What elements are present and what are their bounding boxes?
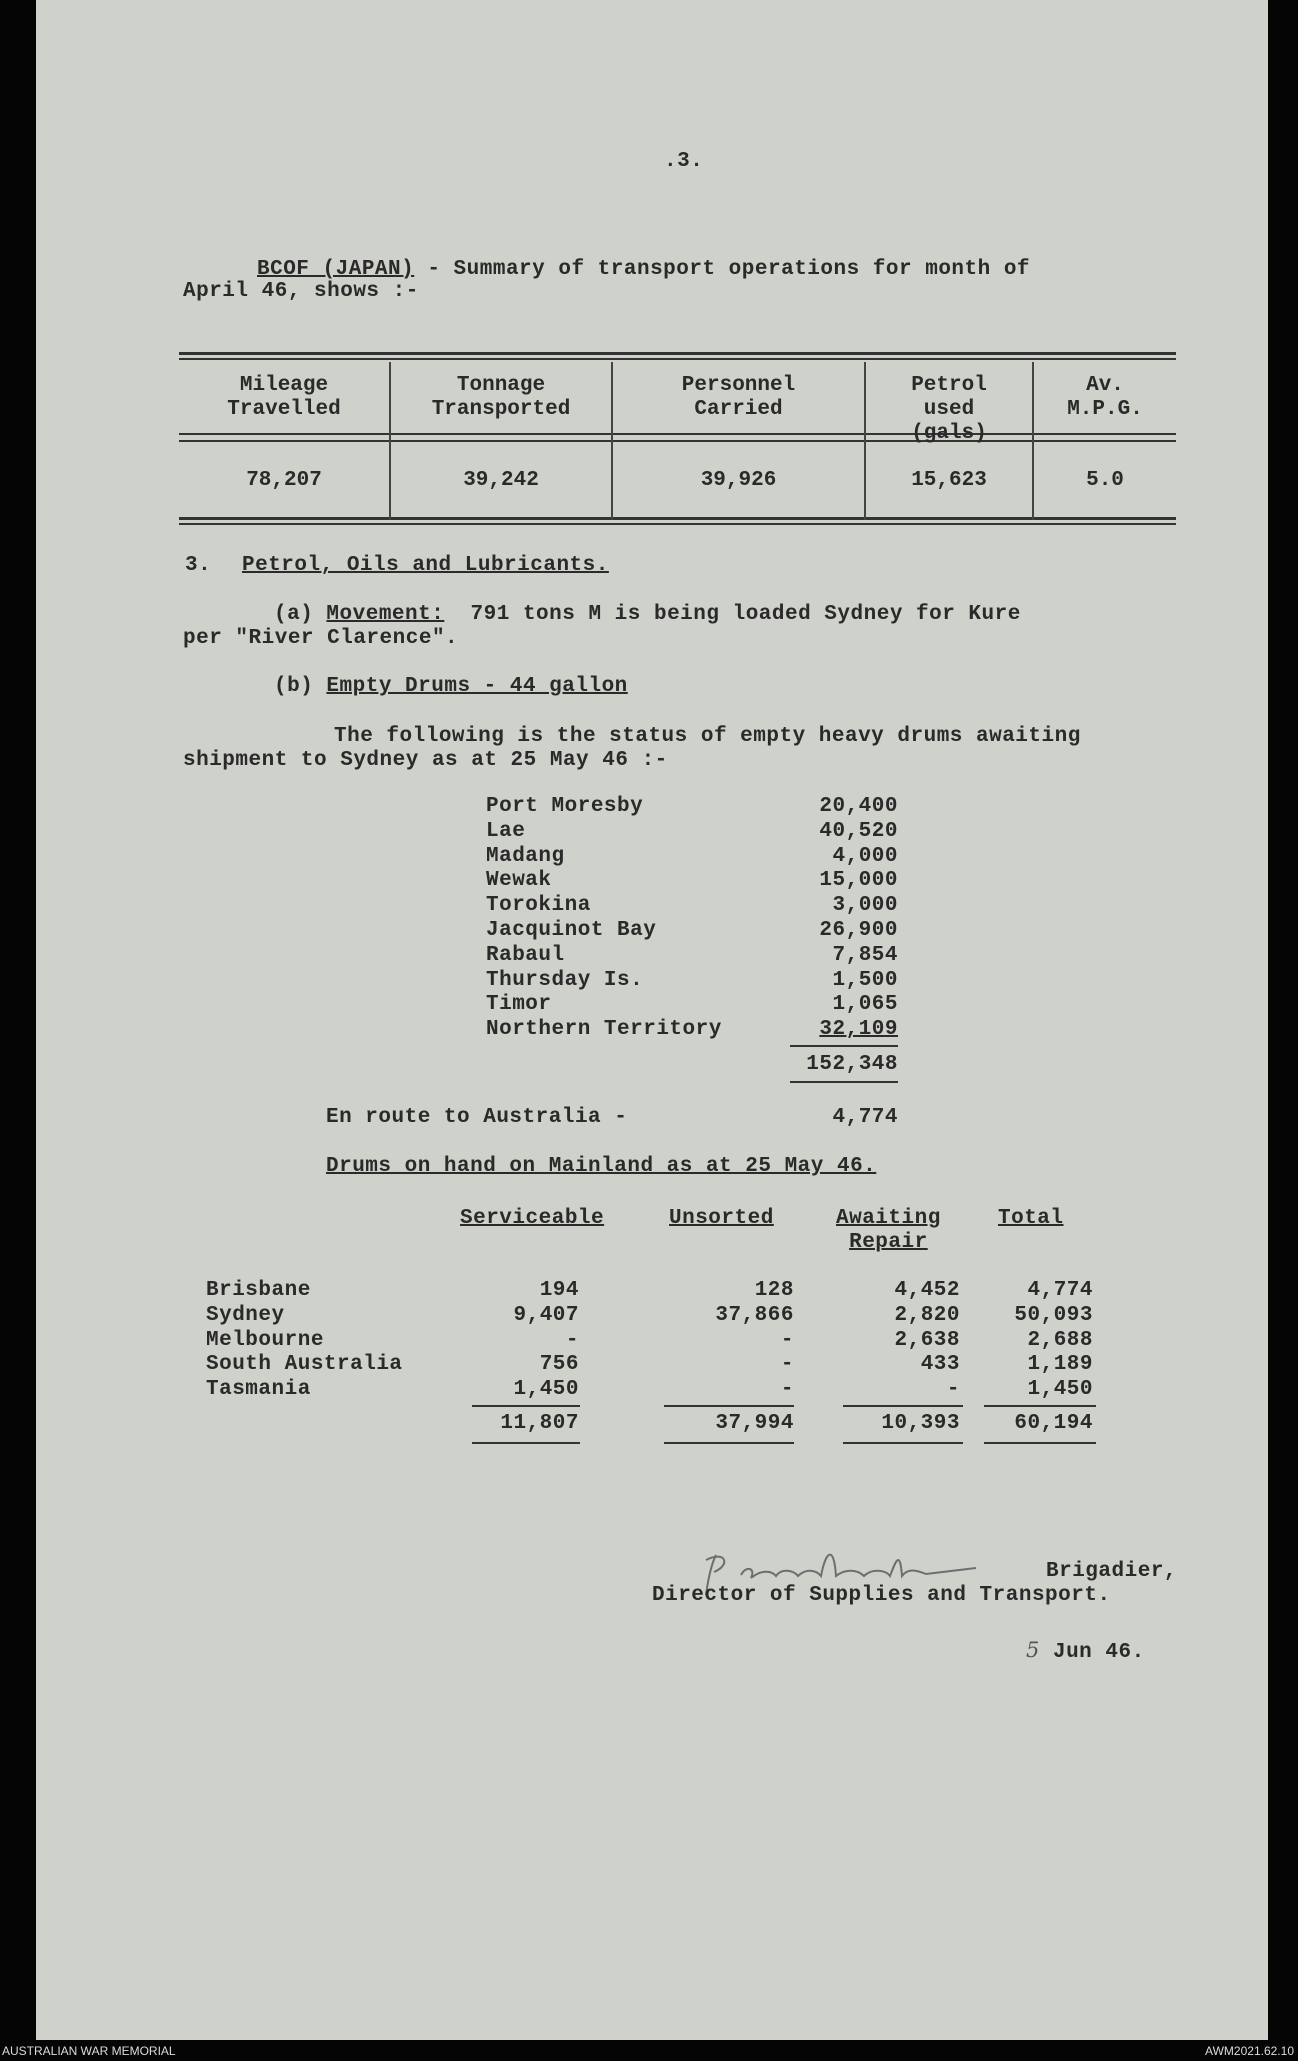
status-line-1: The following is the status of empty heavy drums awaiting <box>334 725 1081 748</box>
intro-line-2: April 46, shows :- <box>183 280 419 303</box>
header-tonnage: Tonnage Transported <box>431 374 571 421</box>
mainland-cell-total: 50,093 <box>1014 1303 1093 1327</box>
header-mileage: Mileage Travelled <box>227 374 341 421</box>
mainland-cell-unsorted: 37,866 <box>715 1303 794 1327</box>
drum-location: Torokina <box>486 894 591 918</box>
drum-quantity: 26,900 <box>819 919 898 942</box>
drum-location: Thursday Is. <box>486 968 644 992</box>
mainland-cell-awaiting: - <box>946 1378 960 1402</box>
mainland-cell-unsorted: 128 <box>754 1279 794 1302</box>
drum-location: Timor <box>486 993 552 1017</box>
value-personnel: 39,926 <box>700 469 777 492</box>
value-tonnage: 39,242 <box>463 469 539 492</box>
mainland-cell-total: 1,189 <box>1027 1353 1093 1377</box>
drum-quantity: 15,000 <box>819 869 898 893</box>
drum-quantity: 1,065 <box>832 993 898 1017</box>
mainland-cell-serviceable: 1,450 <box>513 1378 579 1402</box>
drum-quantity: 32,109 <box>819 1018 898 1042</box>
value-petrol: 15,623 <box>911 469 987 492</box>
header-personnel: Personnel Carried <box>681 374 796 421</box>
mainland-location: Melbourne <box>206 1328 324 1352</box>
mainland-title: Drums on hand on Mainland as at 25 May 46. <box>326 1155 877 1178</box>
total-unsorted: 37,994 <box>715 1412 794 1435</box>
empty-drums-total: 152,348 <box>806 1053 898 1076</box>
mainland-cell-serviceable: - <box>565 1328 579 1352</box>
signatory-title: Director of Supplies and Transport. <box>652 1584 1111 1607</box>
mainland-cell-total: 2,688 <box>1027 1328 1093 1352</box>
signatory-rank: Brigadier, <box>1046 1560 1178 1583</box>
para-b-heading: Empty Drums - 44 gallon <box>326 675 628 698</box>
drum-location: Rabaul <box>486 943 565 967</box>
mainland-location: Tasmania <box>206 1378 311 1402</box>
drum-location: Wewak <box>486 869 552 893</box>
mainland-cell-serviceable: 194 <box>539 1279 579 1302</box>
total-total: 60,194 <box>1014 1412 1093 1435</box>
footer-left: AUSTRALIAN WAR MEMORIAL <box>2 2044 176 2058</box>
mainland-header-awaiting: Awaiting Repair <box>836 1207 941 1254</box>
para-a-label: (a) <box>274 603 314 626</box>
mainland-cell-serviceable: 9,407 <box>513 1303 579 1327</box>
mainland-cell-unsorted: - <box>780 1328 794 1352</box>
mainland-cell-unsorted: - <box>780 1378 794 1402</box>
value-mpg: 5.0 <box>1086 469 1124 492</box>
mainland-cell-serviceable: 756 <box>539 1353 579 1377</box>
header-petrol: Petrol used (gals) <box>911 374 987 445</box>
footer-right: AWM2021.62.10 <box>1205 2044 1294 2058</box>
drum-quantity: 40,520 <box>819 819 898 843</box>
intro-heading: BCOF (JAPAN) <box>257 258 415 281</box>
document-page <box>36 0 1268 2040</box>
mainland-cell-awaiting: 2,638 <box>894 1328 960 1352</box>
para-b-line <box>274 675 628 698</box>
drum-location: Northern Territory <box>486 1018 722 1042</box>
status-line-2: shipment to Sydney as at 25 May 46 :- <box>183 749 668 772</box>
drum-location: Jacquinot Bay <box>486 919 657 942</box>
mainland-location: Sydney <box>206 1303 285 1327</box>
page-number: .3. <box>664 150 704 173</box>
mainland-cell-unsorted: - <box>780 1353 794 1377</box>
en-route-qty: 4,774 <box>832 1106 898 1129</box>
drum-location: Port Moresby <box>486 795 644 818</box>
para-a-line-1 <box>274 603 1021 626</box>
drum-location: Madang <box>486 844 565 868</box>
mainland-location: Brisbane <box>206 1279 311 1302</box>
transport-summary-table <box>179 352 1176 530</box>
para-a-heading: Movement: <box>326 603 445 626</box>
drum-quantity: 1,500 <box>832 968 898 992</box>
mainland-header-total: Total <box>998 1207 1064 1230</box>
drum-location: Lae <box>486 819 526 843</box>
intro-line-1-tail: - Summary of transport operations for month of <box>414 258 1031 281</box>
mainland-cell-total: 4,774 <box>1027 1279 1093 1302</box>
mainland-header-serviceable: Serviceable <box>460 1207 605 1230</box>
para-b-label: (b) <box>274 675 314 698</box>
mainland-location: South Australia <box>206 1353 403 1377</box>
header-mpg: Av. M.P.G. <box>1067 374 1143 421</box>
para-a-text: 791 tons M is being loaded Sydney for Kure <box>444 603 1021 626</box>
mainland-cell-awaiting: 4,452 <box>894 1279 960 1302</box>
drum-quantity: 3,000 <box>832 894 898 918</box>
en-route-label: En route to Australia - <box>326 1106 628 1129</box>
mainland-cell-total: 1,450 <box>1027 1378 1093 1402</box>
value-mileage: 78,207 <box>246 469 322 492</box>
mainland-cell-awaiting: 2,820 <box>894 1303 960 1327</box>
section-number: 3. <box>185 554 212 577</box>
intro-line-1 <box>257 258 1030 281</box>
total-serviceable: 11,807 <box>500 1412 579 1435</box>
para-a-line-2: per "River Clarence". <box>183 627 459 650</box>
drum-quantity: 7,854 <box>832 943 898 967</box>
mainland-header-unsorted: Unsorted <box>669 1207 774 1230</box>
date-rest: Jun 46. <box>1039 1641 1145 1664</box>
mainland-cell-awaiting: 433 <box>920 1353 960 1377</box>
section-title: Petrol, Oils and Lubricants. <box>242 554 609 577</box>
date-day-handwritten: 5 <box>1026 1638 1040 1662</box>
signature-date <box>1026 1638 1145 1664</box>
drum-quantity: 4,000 <box>832 844 898 868</box>
total-awaiting: 10,393 <box>881 1412 960 1435</box>
drum-quantity: 20,400 <box>819 795 898 818</box>
